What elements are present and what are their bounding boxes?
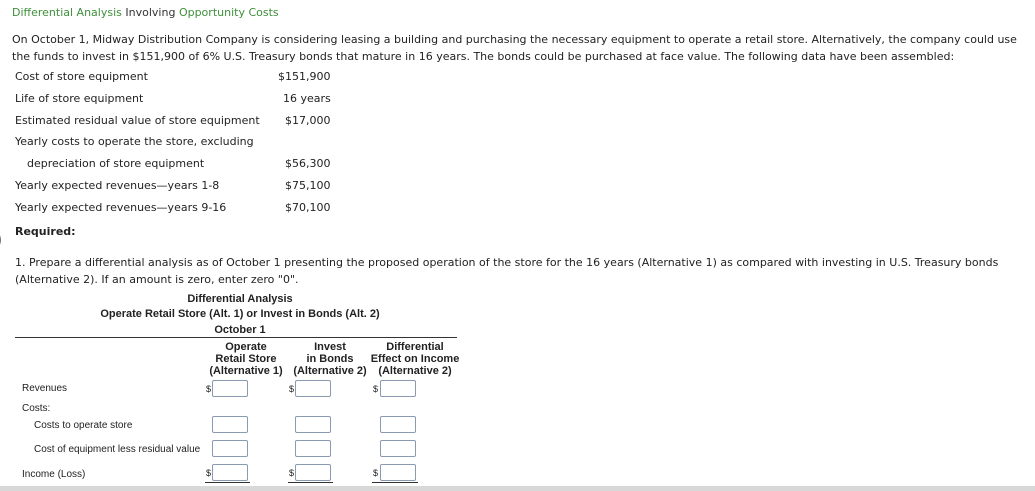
income-alt2-input[interactable] [295, 464, 331, 481]
row-label-equipment: Cost of equipment less residual value [34, 444, 201, 455]
currency-sign: $ [206, 384, 212, 394]
fact-label: Life of store equipment [15, 92, 144, 105]
column-header-diff-line1: Differential [386, 341, 444, 353]
row-label-costs: Costs: [22, 403, 51, 414]
row-label-revenues: Revenues [22, 383, 68, 394]
equipment-cost-alt2-input[interactable] [295, 440, 331, 457]
column-header-alt1-line1: Operate [225, 341, 267, 353]
costs-operate-alt1-input[interactable] [212, 416, 248, 433]
column-header-differential [370, 341, 460, 377]
revenues-alt1-input[interactable] [212, 380, 248, 397]
revenues-alt2-input[interactable] [295, 380, 331, 397]
column-header-alt1-line2: Retail Store [215, 353, 277, 365]
column-header-alt2-line2: in Bonds [306, 353, 354, 365]
currency-sign: $ [373, 468, 379, 478]
currency-sign: $ [289, 384, 295, 394]
fact-value: 16 years [283, 92, 331, 105]
column-header-alt2 [286, 341, 374, 377]
breadcrumb-part-2: Involving [125, 6, 176, 19]
equipment-cost-differential-input[interactable] [380, 440, 416, 457]
column-header-diff-line3: (Alternative 2) [378, 365, 452, 377]
fact-label: Yearly expected revenues—years 1-8 [15, 179, 220, 192]
analysis-title: Differential Analysis [187, 293, 293, 305]
fact-value: $70,100 [285, 201, 331, 214]
fact-label: Cost of store equipment [15, 70, 148, 83]
currency-sign: $ [373, 384, 379, 394]
fact-label: depreciation of store equipment [27, 157, 205, 170]
header-rule [15, 337, 457, 338]
section-bracket-icon [0, 223, 8, 257]
horizontal-scrollbar[interactable] [0, 486, 1035, 491]
breadcrumb-part-3: Opportunity Costs [178, 6, 279, 19]
fact-value: $151,900 [278, 70, 331, 83]
fact-label: Yearly costs to operate the store, excluding [15, 135, 254, 148]
income-differential-input[interactable] [380, 464, 416, 481]
column-header-alt1 [200, 341, 292, 377]
costs-operate-differential-input[interactable] [380, 416, 416, 433]
equipment-cost-alt1-input[interactable] [212, 440, 248, 457]
row-label-income: Income (Loss) [22, 469, 86, 480]
row-label-costs-operate: Costs to operate store [34, 420, 133, 431]
breadcrumb [12, 6, 279, 19]
costs-operate-alt2-input[interactable] [295, 416, 331, 433]
question-1: 1. Prepare a differential analysis as of October 1 presenting the proposed operation of the store for the 16 years (Alternative 1) as compared with investing in U.S. Treasury bonds (Alternative 2). If an amount is zero, enter zero "0". [15, 256, 999, 286]
fact-value: $17,000 [285, 114, 331, 127]
analysis-subtitle: Operate Retail Store (Alt. 1) or Invest in Bonds (Alt. 2) [100, 308, 380, 320]
fact-value: $56,300 [285, 157, 331, 170]
breadcrumb-part-1: Differential Analysis [12, 6, 122, 19]
problem-intro: On October 1, Midway Distribution Company is considering leasing a building and purchasing the necessary equipment to operate a retail store. Alternatively, the company could use the funds to invest in $151,900 of 6% U.S. Treasury bonds that mature in 16 years. The bonds could be purchased at face value. The following data have been assembled: [12, 33, 1017, 63]
revenues-differential-input[interactable] [380, 380, 416, 397]
currency-sign: $ [289, 468, 295, 478]
fact-label: Yearly expected revenues—years 9-16 [15, 201, 227, 214]
fact-value: $75,100 [285, 179, 331, 192]
fact-label: Estimated residual value of store equipment [15, 114, 260, 127]
column-header-alt2-line1: Invest [314, 341, 346, 353]
analysis-date: October 1 [214, 324, 266, 336]
currency-sign: $ [206, 468, 212, 478]
column-header-diff-line2: Effect on Income [370, 353, 460, 365]
column-header-alt1-line3: (Alternative 1) [209, 365, 283, 377]
column-header-alt2-line3: (Alternative 2) [293, 365, 367, 377]
income-alt1-input[interactable] [212, 464, 248, 481]
required-label: Required: [15, 225, 76, 238]
